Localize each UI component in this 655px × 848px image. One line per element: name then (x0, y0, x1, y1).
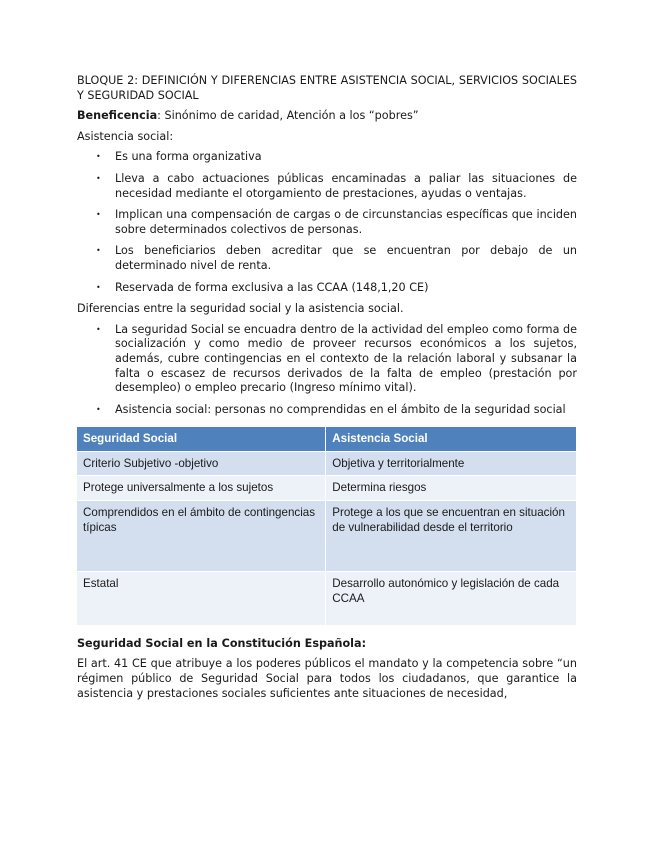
diferencias-intro: Diferencias entre la seguridad social y la asistencia social. (77, 302, 404, 316)
bullet-icon: • (96, 152, 101, 162)
constitucion-heading (77, 637, 577, 652)
table-cell: Comprendidos en el ámbito de contingencias típicas (77, 500, 326, 571)
list-item-text: Reservada de forma exclusiva a las CCAA (148,1,20 CE) (115, 280, 429, 294)
table-cell: Determina riesgos (326, 476, 577, 501)
list-item (77, 150, 577, 165)
diferencias-list (77, 323, 577, 418)
table-cell: Objetiva y territorialmente (326, 451, 577, 476)
beneficencia-definition: : Sinónimo de caridad, Atención a los “pobres” (157, 109, 419, 123)
list-item (77, 244, 577, 273)
document-page (77, 74, 577, 707)
bullet-icon: • (96, 282, 101, 292)
bullet-icon: • (96, 404, 101, 414)
list-item (77, 403, 577, 418)
table-header-row (77, 427, 577, 451)
bullet-icon: • (96, 210, 101, 220)
list-item-text: Asistencia social: personas no comprendidas en el ámbito de la seguridad social (115, 402, 566, 416)
list-item-text: Implican una compensación de cargas o de circunstancias específicas que inciden sobre determinados colectivos de personas. (115, 208, 577, 236)
list-item (77, 208, 577, 237)
table-cell: Desarrollo autonómico y legislación de cada CCAA (326, 571, 577, 625)
constitucion-heading-text: Seguridad Social en la Constitución Española: (77, 636, 367, 650)
bullet-icon: • (96, 324, 101, 334)
beneficencia-term: Beneficencia (77, 109, 158, 123)
constitucion-paragraph: El art. 41 CE que atribuye a los poderes públicos el mandato y la competencia sobre “un régimen público de Seguridad Social para todos los ciudadanos, que garantice la asistencia y prestaciones sociales suficientes ante situaciones de necesidad, (77, 657, 577, 700)
beneficencia-paragraph (77, 109, 577, 124)
list-item-text: Los beneficiarios deben acreditar que se encuentran por debajo de un determinado nivel de renta. (115, 244, 577, 272)
table-row (77, 500, 577, 571)
list-item (77, 172, 577, 201)
table-cell: Estatal (77, 571, 326, 625)
asistencia-list (77, 150, 577, 295)
table-cell: Criterio Subjetivo -objetivo (77, 451, 326, 476)
table-header-cell: Asistencia Social (326, 427, 577, 451)
list-item (77, 323, 577, 396)
table-cell: Protege a los que se encuentran en situación de vulnerabilidad desde el territorio (326, 500, 577, 571)
list-item-text: Es una forma organizativa (115, 150, 262, 164)
list-item (77, 281, 577, 296)
bullet-icon: • (96, 246, 101, 256)
table-row (77, 451, 577, 476)
list-item-text: Lleva a cabo actuaciones públicas encaminadas a paliar las situaciones de necesidad mediante el otorgamiento de prestaciones, ayudas o ventajas. (115, 171, 577, 200)
list-item-text: La seguridad Social se encuadra dentro de la actividad del empleo como forma de socialización y como medio de proveer recursos económicos a los sujetos, además, cubre contingencias en el contexto de la relación laboral y subsanar la falta o escasez de recursos derivados de la falta de empleo (prestación por desempleo) o empleo precario (Ingreso mínimo vital). (115, 322, 577, 395)
bullet-icon: • (96, 173, 101, 183)
section-heading: BLOQUE 2: DEFINICIÓN Y DIFERENCIAS ENTRE ASISTENCIA SOCIAL, SERVICIOS SOCIALES Y SEGURIDAD SOCIAL (77, 74, 577, 102)
asistencia-intro: Asistencia social: (77, 129, 174, 143)
table-header-cell: Seguridad Social (77, 427, 326, 451)
table-row (77, 476, 577, 501)
table-cell: Protege universalmente a los sujetos (77, 476, 326, 501)
comparison-table (77, 427, 577, 625)
table-row (77, 571, 577, 625)
